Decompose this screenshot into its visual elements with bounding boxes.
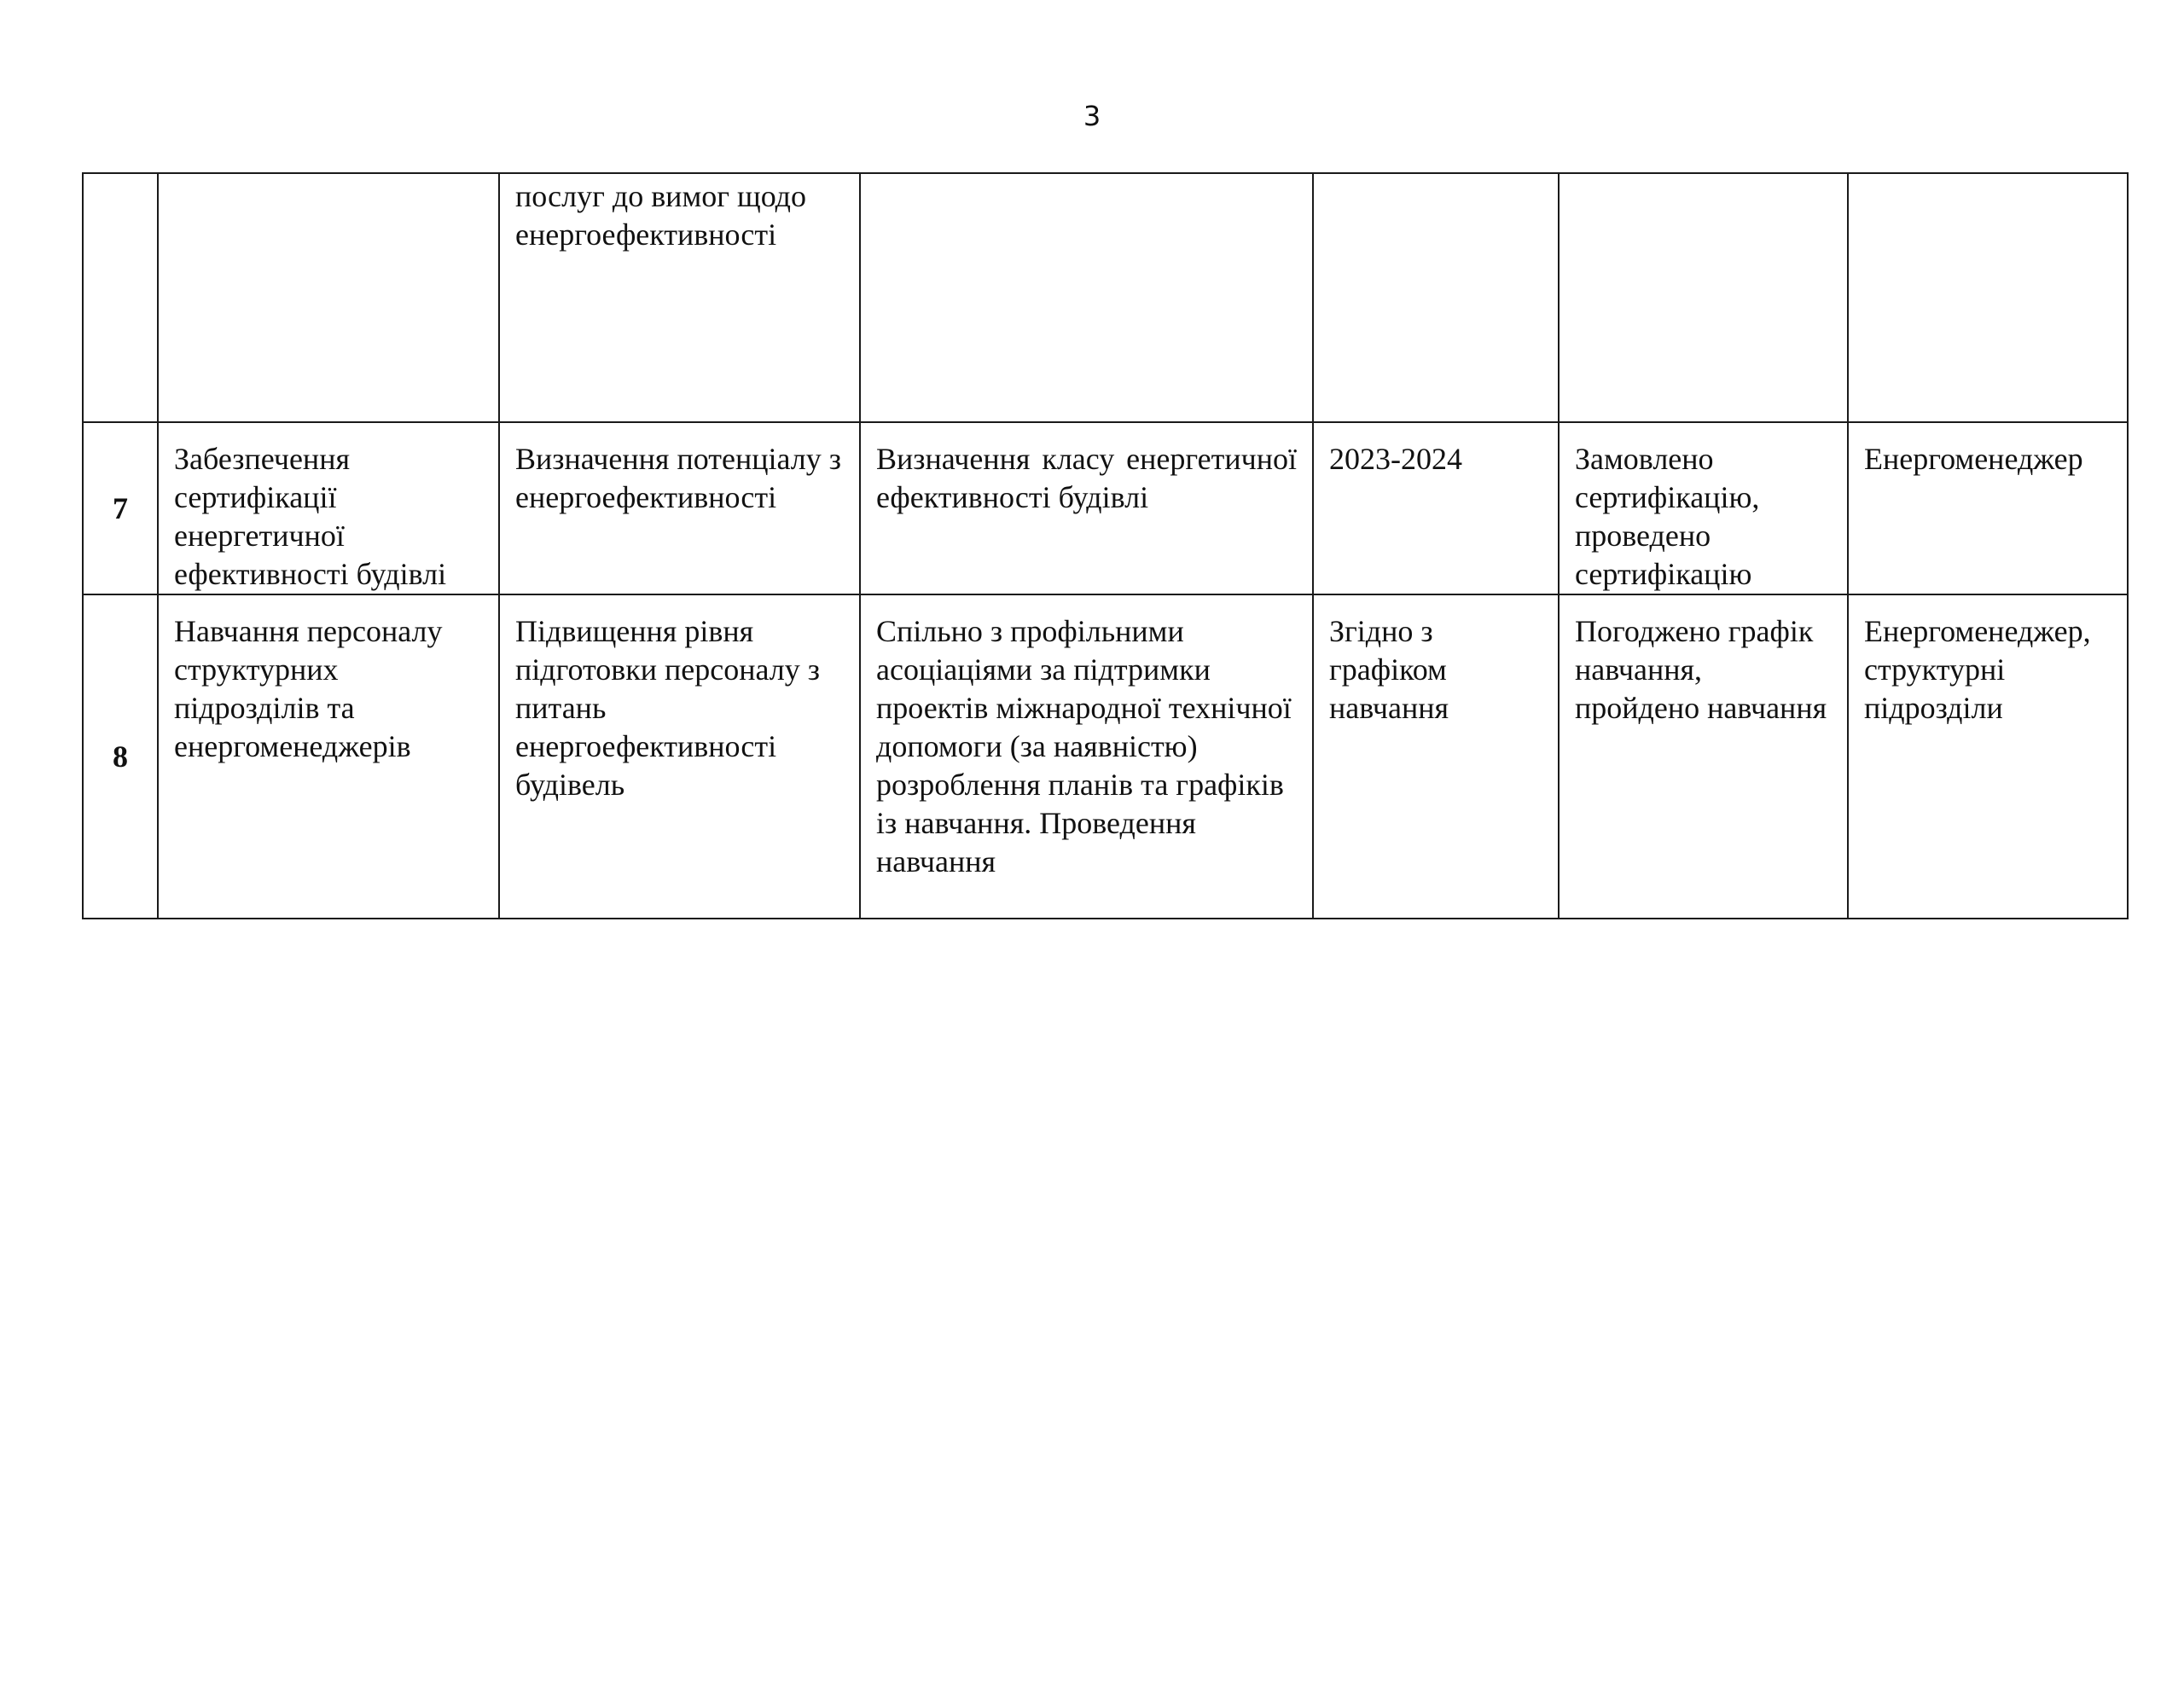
action-cell xyxy=(860,173,1313,422)
measure-cell xyxy=(158,173,499,422)
term-cell: Згідно з графіком навчання xyxy=(1313,594,1559,919)
responsible-cell: Енергоменеджер xyxy=(1848,422,2128,594)
table-row-7 xyxy=(83,422,2128,594)
responsible-cell xyxy=(1848,173,2128,422)
measure-cell: Забезпечення сертифікації енергетичної ефективності будівлі xyxy=(158,422,499,594)
goal-cell: Визначення потенціалу з енергоефективності xyxy=(499,422,860,594)
measure-cell: Навчання персоналу структурних підрозділів та енергоменеджерів xyxy=(158,594,499,919)
goal-cell: послуг до вимог щодо енергоефективності xyxy=(499,173,860,422)
row-number xyxy=(83,173,158,422)
page-number: 3 xyxy=(1083,100,1101,132)
term-cell: 2023-2024 xyxy=(1313,422,1559,594)
indicator-cell xyxy=(1559,173,1848,422)
responsible-cell: Енергоменеджер, структурні підрозділи xyxy=(1848,594,2128,919)
indicator-cell: Замовлено сертифікацію, проведено сертифікацію xyxy=(1559,422,1848,594)
term-cell xyxy=(1313,173,1559,422)
indicator-cell: Погоджено графік навчання, пройдено навчання xyxy=(1559,594,1848,919)
table-row-8 xyxy=(83,594,2128,919)
measures-table xyxy=(82,172,2129,919)
action-cell: Визначення класу енергетичної ефективності будівлі xyxy=(860,422,1313,594)
table-row-continued xyxy=(83,173,2128,422)
action-cell: Спільно з профільними асоціаціями за підтримки проектів міжнародної технічної допомоги (за наявністю) розроблення планів та графіків із навчання. Проведення навчання xyxy=(860,594,1313,919)
goal-cell: Підвищення рівня підготовки персоналу з питань енергоефективності будівель xyxy=(499,594,860,919)
row-number: 8 xyxy=(83,594,158,919)
row-number: 7 xyxy=(83,422,158,594)
